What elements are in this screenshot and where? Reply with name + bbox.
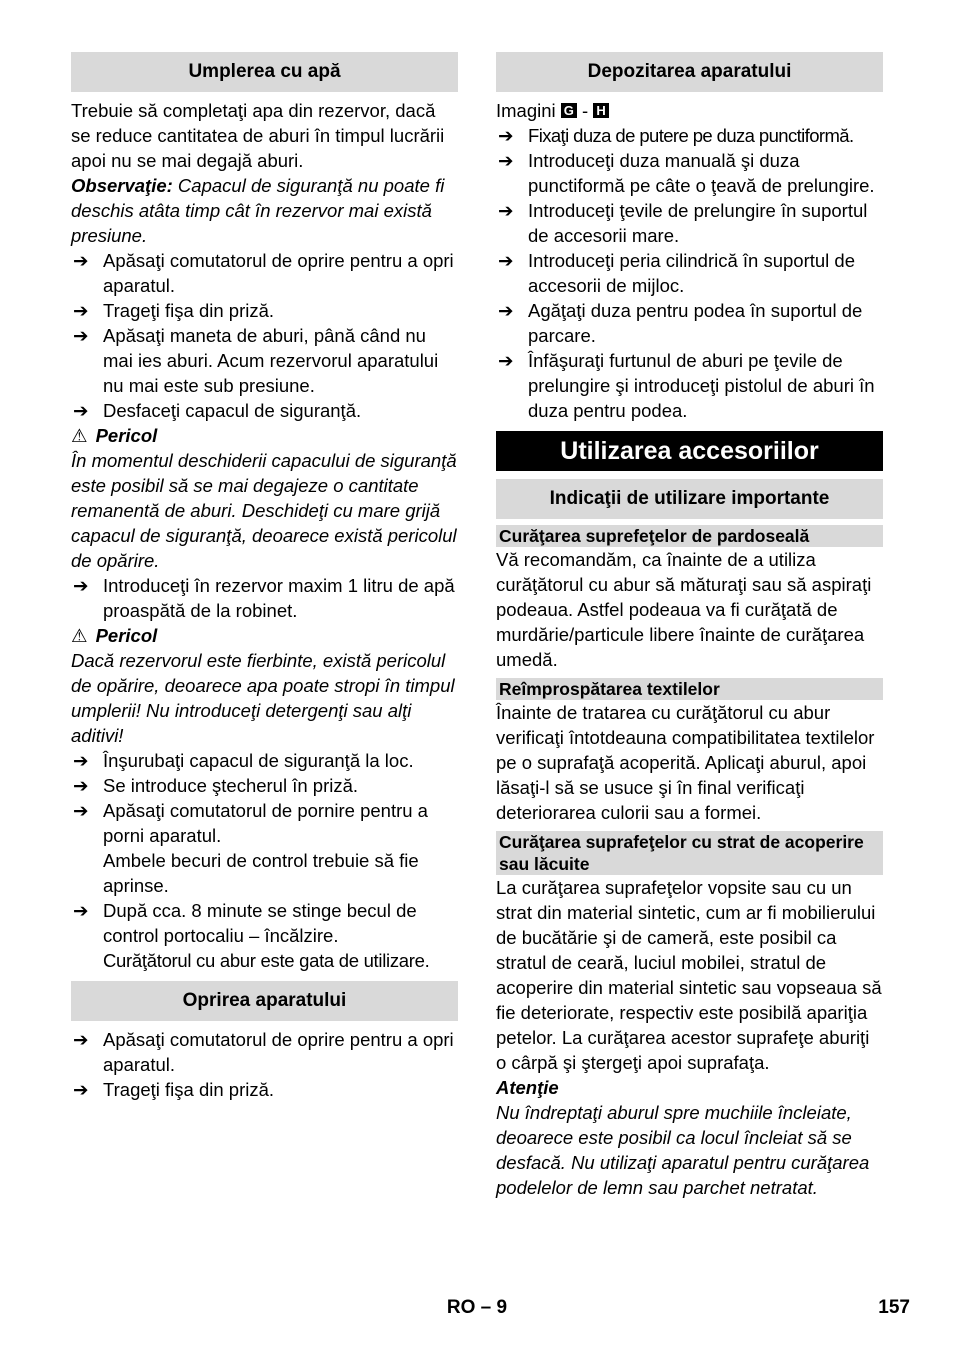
- arrow-icon: ➔: [73, 1029, 89, 1050]
- body-text: Înainte de tratarea cu curăţătorul cu abur verificaţi întotdeauna compatibilitatea textilelor pe o suprafaţă acoperită. Aplicaţi aburul, apoi lăsaţi-l să se usuce şi în final verificaţi deteriorarea culorii sau a formei.: [496, 702, 875, 823]
- heading-storage: Depozitarea aparatului: [496, 52, 883, 92]
- warning-triangle-icon: ⚠: [71, 625, 88, 646]
- arrow-icon: ➔: [498, 125, 513, 146]
- section-title: Utilizarea accesoriilor: [496, 431, 883, 471]
- images-ref: Imagini G - H: [496, 98, 883, 123]
- danger-text: Dacă rezervorul este fierbinte, există pericolul de opărire, deoarece apa poate stropi în timpul umplerii! Nu introduceţi detergenţi sau alţi aditivi!: [71, 650, 455, 746]
- list-item: ➔ Apăsaţi comutatorul de oprire pentru a opri aparatul.: [73, 1029, 454, 1075]
- arrow-icon: ➔: [73, 400, 89, 421]
- heading-switch-off: Oprirea aparatului: [71, 981, 458, 1021]
- list-item: ➔ Introduceţi duza manuală şi duza punctiformă pe câte o ţeavă de prelungire.: [498, 150, 875, 196]
- list-item: ➔ Înşurubaţi capacul de siguranţă la loc.: [73, 750, 414, 771]
- left-column: [71, 52, 458, 1102]
- right-column: [496, 52, 883, 1200]
- list-item: ➔ Introduceţi în rezervor maxim 1 litru de apă proaspătă de la robinet.: [73, 575, 455, 621]
- warning-triangle-icon: ⚠: [71, 425, 88, 446]
- list-item-extra: Curăţătorul cu abur este gata de utilizare.: [103, 950, 430, 971]
- list-item: ➔ Agăţaţi duza pentru podea în suportul de parcare.: [498, 300, 863, 346]
- list-item-extra: Ambele becuri de control trebuie să fie aprinse.: [103, 850, 419, 896]
- body-text: Vă recomandăm, ca înainte de a utiliza curăţătorul cu abur să măturaţi sau să aspiraţi podeaua. Astfel podeaua va fi curăţată de murdărie/particule libere înainte de curăţarea umedă.: [496, 549, 872, 670]
- note: [71, 173, 458, 248]
- arrow-icon: ➔: [498, 200, 514, 221]
- footer-section-code: RO – 9: [446, 1297, 508, 1318]
- page-number: 157: [878, 1297, 910, 1318]
- list-item: ➔ Desfaceţi capacul de siguranţă.: [73, 400, 362, 421]
- figure-ref-badge: H: [593, 103, 608, 118]
- arrow-icon: ➔: [73, 775, 89, 796]
- list-item: ➔ Trageţi fişa din priză.: [73, 300, 275, 321]
- intro-text: Trebuie să completaţi apa din rezervor, dacă se reduce cantitatea de aburi în timpul lucrării apoi nu se mai degajă aburi.: [71, 100, 445, 171]
- attention-label: Atenţie: [496, 1077, 559, 1098]
- list-item: ➔ Introduceţi peria cilindrică în suportul de accesorii de mijloc.: [498, 250, 856, 296]
- arrow-icon: ➔: [73, 750, 89, 771]
- arrow-icon: ➔: [498, 300, 514, 321]
- arrow-icon: ➔: [498, 250, 514, 271]
- arrow-icon: ➔: [73, 575, 89, 596]
- list-item: ➔ După cca. 8 minute se stinge becul de control portocaliu – încălzire.: [73, 900, 417, 946]
- subheading-textiles: Reîmprospătarea textilelor: [496, 678, 883, 700]
- danger-text: În momentul deschiderii capacului de siguranţă este posibil să se mai degajeze o cantitate remanentă de aburi. Deschideţi cu mare grijă capacul de siguranţă, deoarece există pericolul de opărire.: [71, 450, 457, 571]
- list-item: ➔ Introduceţi ţevile de prelungire în suportul de accesorii mare.: [498, 200, 868, 246]
- subheading-coated-surfaces: Curăţarea suprafeţelor cu strat de acoperire sau lăcuite: [496, 831, 883, 875]
- attention-text: Nu îndreptaţi aburul spre muchiile încleiate, deoarece este posibil ca locul încleiat să se desfacă. Nu utilizaţi aparatul pentru curăţarea podelelor de lemn sau parchet netratat.: [496, 1102, 870, 1198]
- arrow-icon: ➔: [498, 150, 514, 171]
- arrow-icon: ➔: [73, 900, 89, 921]
- arrow-icon: ➔: [73, 800, 89, 821]
- list-item: ➔ Apăsaţi maneta de aburi, până când nu mai ies aburi. Acum rezervorul aparatului nu mai este sub presiune.: [73, 325, 439, 396]
- list-item: ➔ Trageţi fişa din priză.: [73, 1079, 275, 1100]
- note-label: Observaţie:: [71, 175, 173, 196]
- arrow-icon: ➔: [73, 250, 89, 271]
- list-item: ➔ Apăsaţi comutatorul de oprire pentru a opri aparatul.: [73, 250, 454, 296]
- figure-ref-badge: G: [561, 103, 577, 118]
- body-text: La curăţarea suprafeţelor vopsite sau cu un strat din material sintetic, cum ar fi mobilierului de bucătărie şi de cameră, este posibil ca stratul de ceară, luciul mobilei, stratul de acoperire din material sintetic sau vopseaua să fie deteriorate, respectiv este posibilă apariţia petelor. La curăţarea acestor suprafeţe aburiţi o cârpă şi ştergeţi apoi suprafaţa.: [496, 877, 882, 1073]
- list-item: ➔ Fixaţi duza de putere pe duza punctiformă.: [498, 125, 854, 146]
- heading-important-notes: Indicaţii de utilizare importante: [496, 479, 883, 519]
- heading-filling-water: Umplerea cu apă: [71, 52, 458, 92]
- subheading-floor-cleaning: Curăţarea suprefeţelor de pardoseală: [496, 525, 883, 547]
- list-item: ➔ Înfăşuraţi furtunul de aburi pe ţevile de prelungire şi introduceţi pistolul de aburi în duza pentru podea.: [498, 350, 875, 421]
- arrow-icon: ➔: [498, 350, 514, 371]
- list-item: ➔ Se introduce ştecherul în priză.: [73, 775, 359, 796]
- danger-label: ⚠ Pericol: [71, 425, 158, 446]
- note-text: Capacul de siguranţă nu poate fi deschis atâta timp cât în rezervor mai există presiune.: [71, 175, 445, 246]
- arrow-icon: ➔: [73, 325, 89, 346]
- arrow-icon: ➔: [73, 1079, 89, 1100]
- danger-label: ⚠ Pericol: [71, 625, 158, 646]
- arrow-icon: ➔: [73, 300, 89, 321]
- list-item: ➔ Apăsaţi comutatorul de pornire pentru a porni aparatul.: [73, 800, 428, 846]
